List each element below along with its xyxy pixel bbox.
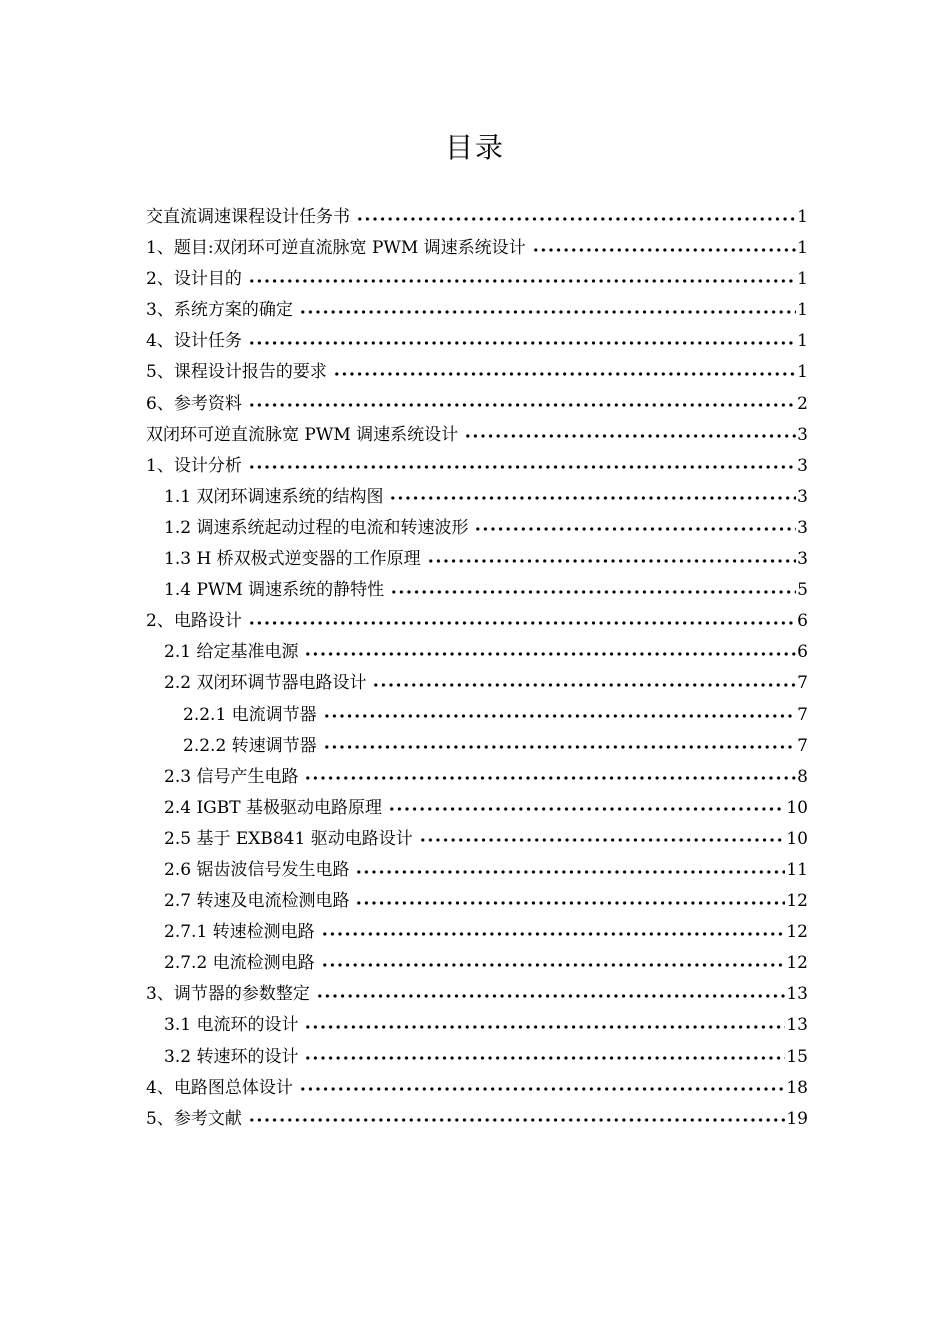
toc-dot-leader (333, 372, 796, 376)
toc-entry-page-number: 8 (797, 766, 808, 787)
toc-entry[interactable] (146, 1073, 808, 1104)
toc-dot-leader (304, 1056, 785, 1060)
toc-entry-page-number: 6 (797, 642, 808, 663)
toc-dot-leader (321, 963, 786, 967)
toc-dot-leader (388, 807, 785, 811)
toc-entry-label: 2.2.1 电流调节器 (183, 704, 317, 725)
toc-dot-leader (355, 901, 785, 905)
toc-entry-page-number: 19 (786, 1108, 808, 1129)
toc-entry-page-number: 12 (786, 891, 808, 912)
toc-entry[interactable] (146, 389, 808, 420)
toc-dot-leader (248, 621, 796, 625)
toc-dot-leader (304, 776, 796, 780)
page-title: 目录 (444, 131, 505, 164)
toc-entry[interactable] (146, 233, 808, 264)
toc-entry-label: 2.7 转速及电流检测电路 (164, 891, 350, 912)
toc-entry-page-number: 2 (797, 393, 808, 414)
toc-entry-label: 3、调节器的参数整定 (146, 984, 310, 1005)
toc-dot-leader (419, 838, 786, 842)
toc-entry[interactable] (146, 886, 808, 917)
toc-entry[interactable] (146, 979, 808, 1010)
toc-dot-leader (304, 1025, 785, 1029)
toc-dot-leader (316, 994, 786, 998)
toc-entry[interactable] (146, 575, 808, 606)
toc-entry-label: 6、参考资料 (146, 393, 242, 414)
toc-entry-page-number: 3 (797, 455, 808, 476)
toc-dot-leader (323, 714, 797, 718)
toc-entry[interactable] (146, 637, 808, 668)
toc-entry-page-number: 7 (797, 704, 808, 725)
toc-entry-page-number: 1 (797, 269, 808, 290)
toc-dot-leader (532, 248, 797, 252)
toc-dot-leader (304, 652, 796, 656)
toc-entry-label: 2.5 基于 EXB841 驱动电路设计 (164, 828, 413, 849)
toc-entry-page-number: 13 (786, 984, 808, 1005)
toc-entry-page-number: 3 (797, 549, 808, 570)
toc-entry-label: 1、题目:双闭环可逆直流脉宽 PWM 调速系统设计 (146, 238, 526, 259)
toc-dot-leader (323, 745, 797, 749)
toc-entry[interactable] (146, 264, 808, 295)
toc-dot-leader (248, 465, 796, 469)
toc-entry[interactable] (146, 793, 808, 824)
toc-entry-page-number: 12 (786, 953, 808, 974)
toc-entry-page-number: 11 (786, 859, 808, 880)
toc-entry-page-number: 10 (786, 828, 808, 849)
toc-entry-label: 3.1 电流环的设计 (164, 1015, 299, 1036)
toc-entry-label: 双闭环可逆直流脉宽 PWM 调速系统设计 (146, 424, 459, 445)
toc-entry-label: 1.3 H 桥双极式逆变器的工作原理 (164, 549, 421, 570)
toc-entry-label: 2.7.2 电流检测电路 (164, 953, 315, 974)
toc-dot-leader (299, 1087, 786, 1091)
toc-dot-leader (248, 1118, 786, 1122)
toc-entry-page-number: 3 (797, 486, 808, 507)
toc-entry-label: 1、设计分析 (146, 455, 242, 476)
toc-entry-label: 2.7.1 转速检测电路 (164, 922, 315, 943)
toc-dot-leader (464, 434, 796, 438)
toc-entry-page-number: 1 (797, 238, 808, 259)
toc-entry-label: 3、系统方案的确定 (146, 300, 293, 321)
toc-entry-page-number: 7 (797, 673, 808, 694)
toc-entry-page-number: 7 (797, 735, 808, 756)
toc-entry-label: 2.4 IGBT 基极驱动电路原理 (164, 797, 382, 818)
toc-entry[interactable] (146, 451, 808, 482)
toc-entry-label: 4、设计任务 (146, 331, 242, 352)
toc-entry-page-number: 3 (797, 517, 808, 538)
toc-entry-label: 5、课程设计报告的要求 (146, 362, 327, 383)
toc-dot-leader (474, 527, 796, 531)
toc-entry-label: 2、电路设计 (146, 611, 242, 632)
toc-entry-page-number: 3 (797, 424, 808, 445)
toc-entry-label: 2.2 双闭环调节器电路设计 (164, 673, 367, 694)
toc-entry[interactable] (146, 731, 808, 762)
toc-dot-leader (427, 559, 797, 563)
toc-entry-label: 2.1 给定基准电源 (164, 642, 299, 663)
toc-entry-page-number: 15 (786, 1046, 808, 1067)
toc-entry[interactable] (146, 482, 808, 513)
toc-entry[interactable] (146, 606, 808, 637)
toc-entry-label: 交直流调速课程设计任务书 (146, 207, 350, 227)
toc-dot-leader (356, 217, 796, 221)
toc-entry[interactable] (146, 1042, 808, 1073)
toc-dot-leader (372, 683, 796, 687)
toc-entry-page-number: 12 (786, 922, 808, 943)
toc-entry-page-number: 1 (797, 300, 808, 321)
toc-dot-leader (299, 310, 796, 314)
toc-dot-leader (248, 341, 796, 345)
toc-entry[interactable] (146, 544, 808, 575)
toc-entry-label: 5、参考文献 (146, 1108, 242, 1129)
toc-entry-label: 1.1 双闭环调速系统的结构图 (164, 486, 384, 507)
toc-entry[interactable] (146, 357, 808, 388)
toc-entry[interactable] (146, 295, 808, 326)
toc-entry-label: 2.3 信号产生电路 (164, 766, 299, 787)
toc-entry-page-number: 13 (786, 1015, 808, 1036)
toc-entry-page-number: 1 (797, 362, 808, 383)
toc-entry-page-number: 6 (797, 611, 808, 632)
toc-dot-leader (321, 932, 786, 936)
toc-entry-page-number: 10 (786, 797, 808, 818)
toc-entry[interactable] (146, 420, 808, 451)
toc-dot-leader (248, 279, 796, 283)
toc-entry[interactable] (146, 762, 808, 793)
toc-dot-leader (355, 870, 785, 874)
toc-entry[interactable] (146, 855, 808, 886)
toc-dot-leader (389, 496, 796, 500)
toc-entry[interactable] (146, 326, 808, 357)
toc-entry[interactable] (146, 1104, 808, 1135)
toc-entry-label: 1.4 PWM 调速系统的静特性 (164, 580, 385, 601)
toc-entry-page-number: 1 (797, 331, 808, 352)
toc-dot-leader (390, 590, 796, 594)
toc-entry-page-number: 5 (797, 580, 808, 601)
toc-entry[interactable] (146, 513, 808, 544)
toc-entry[interactable] (146, 948, 808, 979)
toc-entry-label: 2.6 锯齿波信号发生电路 (164, 859, 350, 880)
toc-entry-page-number: 1 (797, 207, 808, 227)
toc-dot-leader (248, 403, 796, 407)
toc-entry-page-number: 18 (786, 1077, 808, 1098)
toc-entry[interactable] (146, 917, 808, 948)
toc-entry-label: 2.2.2 转速调节器 (183, 735, 317, 756)
toc-entry-label: 1.2 调速系统起动过程的电流和转速波形 (164, 517, 469, 538)
toc-entry-label: 3.2 转速环的设计 (164, 1046, 299, 1067)
toc-entry[interactable] (146, 1010, 808, 1041)
toc-entry[interactable] (146, 202, 808, 233)
toc-entry[interactable] (146, 700, 808, 731)
toc-entry-label: 4、电路图总体设计 (146, 1077, 293, 1098)
toc-entry[interactable] (146, 824, 808, 855)
table-of-contents (146, 202, 808, 1135)
toc-entry-label: 2、设计目的 (146, 269, 242, 290)
toc-entry[interactable] (146, 668, 808, 699)
